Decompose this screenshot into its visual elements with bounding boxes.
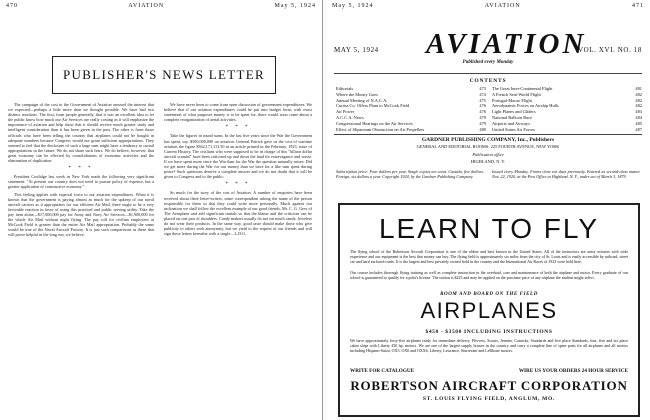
right-running-title: AVIATION: [484, 3, 521, 9]
toc-entry[interactable]: Annual Meeting of N.A.C.A. 475: [336, 97, 486, 103]
paragraph: This feeling applies with especial force to our aviation expenditures. When it is known that the government is paying almost as much for the upkeep of our naval aircraft carriers as it appropriates for our efficient Air Mail, there ought to be a very favorable reaction in favor of using this practical and public serving utility. Take the pay item alone—$17,000,000 pay for Army and Navy Air Services—$1,900,000 for the whole Air Mail without night flying. The pay roll for civilian employees at McCook Field is greater than the entire Air Mail appropriation. Probably the same would be true of the Naval Aircraft Factory. It is just such comparisons as these that will prove helpful in the long run, we believe.: [8, 191, 154, 238]
toc-entry[interactable]: National Balloon Race 484: [492, 114, 642, 120]
toc-entry[interactable]: Editorials 473: [336, 86, 486, 91]
ad-price-range: $450 - $3500 INCLUDING INSTRUCTIONS: [425, 329, 553, 335]
ad-company-name: ROBERTSON AIRCRAFT CORPORATION: [350, 378, 628, 393]
section-ornament: * * *: [225, 182, 251, 188]
right-page: [326, 0, 650, 420]
toc-entry[interactable]: Congressional Hearings on the Air Services 479: [336, 120, 486, 126]
toc-entry[interactable]: Effect of Slipstream Obstruction on Air Propellers 480: [336, 126, 486, 132]
ad-location: ST. LOUIS FLYING FIELD, ANGLUM, MO.: [422, 396, 556, 402]
left-running-head: [6, 3, 316, 9]
toc-entry[interactable]: Airports and Airways 485: [492, 120, 642, 126]
paragraph: Take the figures in round sums. In the last five years since the War the Government has spent, say, $500,000,000 on aviation. General Patrick gave us the cost of wartime aviation the figure $362,171,113.50 in an article printed in the February, 1923, issue of Current History. The civilians who were supposed to be in charge of this "billion dollar aircraft scandal" have been criticized up and down the land for extravagance and waste. If we have spent more since the War than for the War the question naturally arises: Did we get more during the War for our money than we have for a like sum spent during peace? Such questions deserve a complete answer and we do not doubt that it will be given to Congress and to the public.: [164, 133, 312, 180]
ad-wire-orders: WIRE US YOUR ORDERS 24 HOUR SERVICE: [518, 368, 628, 374]
right-page-number: 471: [631, 3, 644, 9]
left-page-date: May 5, 1924: [274, 3, 316, 9]
right-page-date: May 5, 1924: [332, 3, 374, 9]
volume-number: VOL. XVI. NO. 18: [577, 46, 642, 54]
toc-entry[interactable]: Portugal-Macao Flight 482: [492, 97, 642, 103]
toc-left-column: [336, 86, 486, 132]
left-running-title: AVIATION: [128, 3, 165, 9]
left-page-number: 470: [6, 3, 18, 9]
toc-right-column: [492, 86, 642, 132]
toc-entry[interactable]: A.C.C.A. News 479: [336, 114, 486, 120]
robertson-advertisement: [338, 203, 640, 417]
left-column-2: [164, 102, 312, 410]
section-ornament: * * *: [68, 166, 94, 172]
ad-paragraph: Our course includes thorough flying training as well as complete instruction in the overhaul, care and maintenance of both the airplane and motor. Every graduate of our school is guaranteed to qualify for a pilot's license. The tuition is $225 and may be applied on the purchase price of any airplane the student might select.: [350, 270, 628, 280]
toc-entry[interactable]: The Great Inter-Continental Flight 481: [492, 86, 642, 91]
toc-entry[interactable]: Aerodynamic Forces on Airship Hulls 482: [492, 103, 642, 109]
page-title: PUBLISHER'S NEWS LETTER: [63, 67, 265, 82]
mailing-info: Issued every Monday. Forms close ten days previously. Entered as second-class matter Nov. 22, 1920, at the Post Office at Highland, N. Y., under act of March 3, 1879.: [492, 169, 640, 179]
paragraph: President Coolidge last week in New York made the following very significant statement: "At present our country does not need to pursue policy of expense, but a greater application of constructive economy.": [8, 174, 154, 190]
left-page: [0, 0, 323, 420]
ad-airplanes-heading: AIRPLANES: [420, 298, 558, 323]
paragraph: We have never been to come from open discussion of government expenditures. We believe that if our aviation expenditures could be put into budget form, with exact statements of what purposes money is to be spent for, there would soon come about a complete reorganization of aerial activities.: [164, 102, 312, 123]
section-ornament: * * *: [225, 125, 251, 131]
contents-heading: CONTENTS: [469, 78, 507, 84]
publishers-news-letter-heading: [52, 56, 276, 94]
ad-paragraph: We have approximately forty-five airplanes ready for immediate delivery. Flivvers, Scouts, Jennies, Canucks, Standards and five place Standards, four, five and six place cabin ships with Liberty 450 hp. motors. We are one of the largest supply houses in the country and carry a complete line of spare parts for all airplanes and all motors including Hispano-Suiza, OX5, OX6 and OXX6, Liberty, Lawrance, Sturtevant and LeRhone motors.: [350, 338, 628, 353]
publisher-name: GARDNER PUBLISHING COMPANY, Inc., Publishers: [421, 137, 555, 143]
toc-entry[interactable]: Where the Money Goes 474: [336, 91, 486, 97]
publication-city: HIGHLAND, N. Y.: [470, 159, 506, 164]
aviation-logo: AVIATION: [426, 28, 587, 60]
masthead: [334, 22, 642, 70]
subscription-info: Subscription price: Four dollars per year. Single copies ten cents. Canada, five dollars. Foreign, six dollars a year. Copyright 1924, by the Gardner Publishing Company.: [336, 169, 484, 179]
right-running-head: [332, 3, 644, 9]
ad-room-board: ROOM AND BOARD ON THE FIELD: [440, 292, 538, 297]
divider: [334, 73, 642, 74]
left-column-1: [8, 102, 154, 410]
ad-headline: LEARN TO FLY: [378, 213, 600, 244]
toc-entry[interactable]: Curtiss Co. Offers Plant to McCook Field 476: [336, 103, 486, 109]
toc-entry[interactable]: Light Planes and Gliders 483: [492, 109, 642, 115]
publication-office-label: Publication office: [472, 152, 504, 157]
ad-write-catalogue: WRITE FOR CATALOGUE: [350, 368, 415, 374]
issue-date: MAY 5, 1924: [334, 46, 379, 54]
divider: [334, 134, 642, 135]
toc-entry[interactable]: A French Seat-World Flight 482: [492, 91, 642, 97]
toc-entry[interactable]: Air Power 476: [336, 109, 486, 115]
publication-frequency: Published every Monday: [462, 60, 514, 65]
paragraph: So much for the story of the cost of Aviation. A number of enquiries have been received about three letter-writers, some correspondent asking the name of the person responsible for them so that they could write more personally. Much against our inclination we shall follow the excellent example of our good friends, Mr. C. G. Grey of The Aeroplane and add significant initials so that the blame and the criticism can be placed on one pair of shoulders. Candy makers usually do not eat much candy. Jewelers do not wear their products. In the same way, good taste should make those who give publicity to others seek anonymity, but we yield to the request of our friends and will sign these letters hereafter with a single—L.D.G.: [164, 190, 312, 237]
ad-paragraph: The flying school of the Robertson Aircraft Corporation is one of the oldest and best known in the United States. All of the instructors are army aviators with wide experience and our equipment is the best that money can buy. The flying field is approximately six miles from the city of St. Louis and is easily accessible by railroad, street car and hard surfaced roads. It is the largest and best privately owned field in the country and the International Air Races of 1923 were held here.: [350, 249, 628, 264]
toc-entry[interactable]: United States Air Forces 487: [492, 126, 642, 132]
paragraph: The campaign of the cost to the Government of Aviation aroused the interest that we expected—perhaps a little more than we thought possible. We have had two distinct reactions. The first, from people generally, that it was an excellent idea to let the public know how much our Air Services are really costing as it will emphasize the importance of aviation and help show that it should receive much greater study and intelligent consideration than it has been given in the past. The other is from those officials who have been telling the country that airplanes could not be bought in adequate numbers because Congress would not grant sufficient appropriations. They seemed to feel that the disclosure of such a large sum might have a tendency to curtail appropriations in the future. We do not share such fears. We do believe, however, that great economy can be effected by consolidations of economic activities and the elimination of duplication.: [8, 102, 154, 164]
editorial-offices: GENERAL AND EDITORIAL ROOMS: 225 FOURTH AVENUE, NEW YORK: [416, 144, 560, 149]
